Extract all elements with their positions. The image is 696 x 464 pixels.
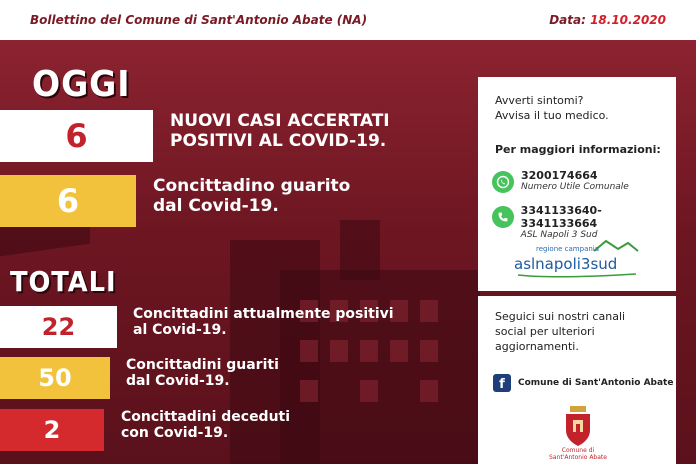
crest-label-line1: Comune di — [561, 447, 595, 454]
total-positive-line2: al Covid-19. — [133, 322, 227, 339]
total-recovered-text — [126, 357, 279, 389]
date-value: 18.10.2020 — [590, 13, 666, 27]
asl-logo-text: aslnapoli3sud — [514, 255, 618, 273]
municipal-phone-number[interactable]: 3200174664 — [521, 169, 598, 182]
facebook-icon: f — [493, 374, 511, 392]
facebook-link[interactable] — [493, 374, 673, 392]
today-new-cases-line1: NUOVI CASI ACCERTATI — [170, 111, 390, 131]
today-new-cases-value: 6 — [0, 110, 153, 162]
today-section-label: OGGI — [32, 64, 131, 105]
bulletin-date — [549, 13, 666, 27]
today-recovered-line1: Concittadino guarito — [153, 176, 351, 196]
asl-napoli-logo — [514, 237, 644, 281]
today-new-cases-text — [170, 112, 390, 151]
contact-row-asl[interactable] — [492, 204, 676, 240]
symptoms-line2: Avvisa il tuo medico. — [495, 108, 609, 122]
total-positive-line1: Concittadini attualmente positivi — [133, 306, 394, 322]
today-new-cases-line2: POSITIVI AL COVID-19. — [170, 130, 387, 151]
phone-icon — [492, 206, 514, 228]
municipal-crest-icon — [560, 404, 596, 452]
today-recovered-line2: dal Covid-19. — [153, 195, 279, 216]
whatsapp-icon — [492, 171, 514, 193]
total-positive-value: 22 — [0, 306, 117, 348]
more-info-label: Per maggiori informazioni: — [495, 143, 661, 156]
total-deceased-line2: con Covid-19. — [121, 425, 229, 442]
asl-phone-number[interactable]: 3341133640-3341133664 — [520, 204, 602, 230]
date-label: Data: — [549, 13, 586, 27]
info-panel — [478, 77, 676, 291]
crest-label — [538, 448, 618, 461]
asl-logo-small-text: regione campania — [536, 245, 600, 253]
total-recovered-value: 50 — [0, 357, 110, 399]
total-deceased-text — [121, 409, 290, 441]
contact-row-municipal[interactable] — [492, 169, 629, 193]
symptoms-text — [495, 94, 609, 124]
total-recovered-line1: Concittadini guariti — [126, 357, 279, 373]
today-recovered-text — [153, 177, 350, 216]
header-bar — [0, 0, 696, 40]
social-line3: aggiornamenti. — [495, 339, 579, 353]
symptoms-line1: Avverti sintomi? — [495, 94, 584, 107]
social-line2: social per ulteriori — [495, 324, 595, 338]
crest-label-line2: Sant'Antonio Abate — [549, 453, 607, 461]
social-line1: Seguici sui nostri canali — [495, 310, 626, 323]
municipal-phone-label: Numero Utile Comunale — [521, 182, 629, 192]
total-recovered-line2: dal Covid-19. — [126, 373, 230, 390]
social-text — [495, 310, 625, 355]
bulletin-title: Bollettino del Comune di Sant'Antonio Abate (NA) — [30, 13, 368, 27]
total-positive-text — [133, 306, 394, 338]
total-deceased-line1: Concittadini deceduti — [121, 409, 291, 425]
social-panel — [478, 296, 676, 464]
asl-phone-label: ASL Napoli 3 Sud — [520, 230, 598, 240]
totals-section-label: TOTALI — [10, 265, 117, 298]
facebook-label[interactable]: Comune di Sant'Antonio Abate — [518, 378, 674, 388]
total-deceased-value: 2 — [0, 409, 104, 451]
today-recovered-value: 6 — [0, 175, 136, 227]
